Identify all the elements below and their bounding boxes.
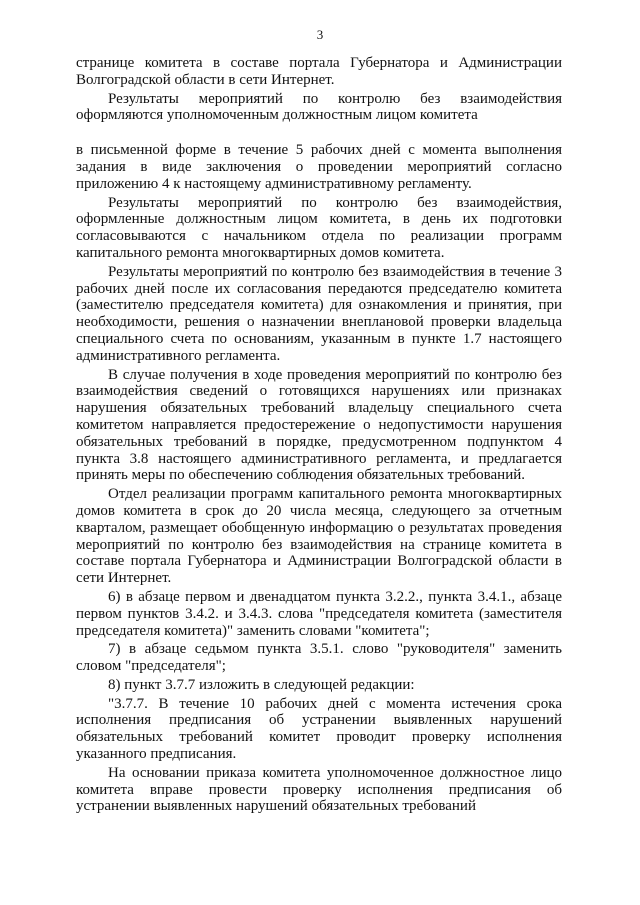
paragraph: На основании приказа комитета уполномоченное должностное лицо комитета вправе провести проверку исполнения предписания об устранении выявленных нарушений обязательных требований [76, 764, 562, 815]
paragraph: 7) в абзаце седьмом пункта 3.5.1. слово "руководителя" заменить словом "председателя"; [76, 641, 562, 675]
paragraph: Результаты мероприятий по контролю без взаимодействия, оформленные должностным лицом комитета, в день их подготовки согласовываются с начальником отдела по реализации программ капитального ремонта многоквартирных домов комитета. [76, 194, 562, 261]
paragraph: "3.7.7. В течение 10 рабочих дней с момента истечения срока исполнения предписания об устранении выявленных нарушений обязательных требований комитет проводит проверку исполнения указанного предписания. [76, 695, 562, 763]
paragraph: Результаты мероприятий по контролю без взаимодействия оформляются уполномоченным должностным лицом комитета [76, 90, 562, 124]
paragraph: 8) пункт 3.7.7 изложить в следующей редакции: [108, 676, 415, 693]
paragraph: Отдел реализации программ капитального ремонта многоквартирных домов комитета в срок до 20 числа месяца, следующего за отчетным кварталом, размещает обобщенную информацию о результатах проведения мероприятий по контролю без взаимодействия на странице комитета в составе портала Губернатора и Администрации Волгоградской области в сети Интернет. [76, 486, 562, 587]
paragraph: странице комитета в составе портала Губернатора и Администрации Волгоградской области в сети Интернет. [76, 55, 562, 88]
blank-line [76, 126, 562, 142]
paragraph: 6) в абзаце первом и двенадцатом пункта 3.2.2., пункта 3.4.1., абзаце первом пунктов 3.4.2. и 3.4.3. слова "председателя комитета (заместителя председателя комитета)" заменить словами "комитета"; [76, 588, 562, 639]
paragraph: В случае получения в ходе проведения мероприятий по контролю без взаимодействия сведений о готовящихся нарушениях или признаках нарушения обязательных требований владельцу специального счета комитетом направляется предостережение о недопустимости нарушения обязательных требований в порядке, предусмотренном подпунктом 4 пункта 3.8 настоящего административного регламента, и предлагается принять меры по обеспечению соблюдения обязательных требований. [76, 366, 562, 484]
paragraph: в письменной форме в течение 5 рабочих дней с момента выполнения задания в виде заключения о проведении мероприятий согласно приложению 4 к настоящему административному регламенту. [76, 142, 562, 192]
paragraph: Результаты мероприятий по контролю без взаимодействия в течение 3 рабочих дней после их согласования передаются председателю комитета (заместителю председателя комитета) для ознакомления и принятия, при необходимости, решения о назначении внеплановой проверки владельца специального счета по основаниям, указанным в пункте 1.7 настоящего административного регламента. [76, 263, 562, 364]
page-number: 3 [316, 27, 324, 42]
document-body [76, 55, 562, 817]
